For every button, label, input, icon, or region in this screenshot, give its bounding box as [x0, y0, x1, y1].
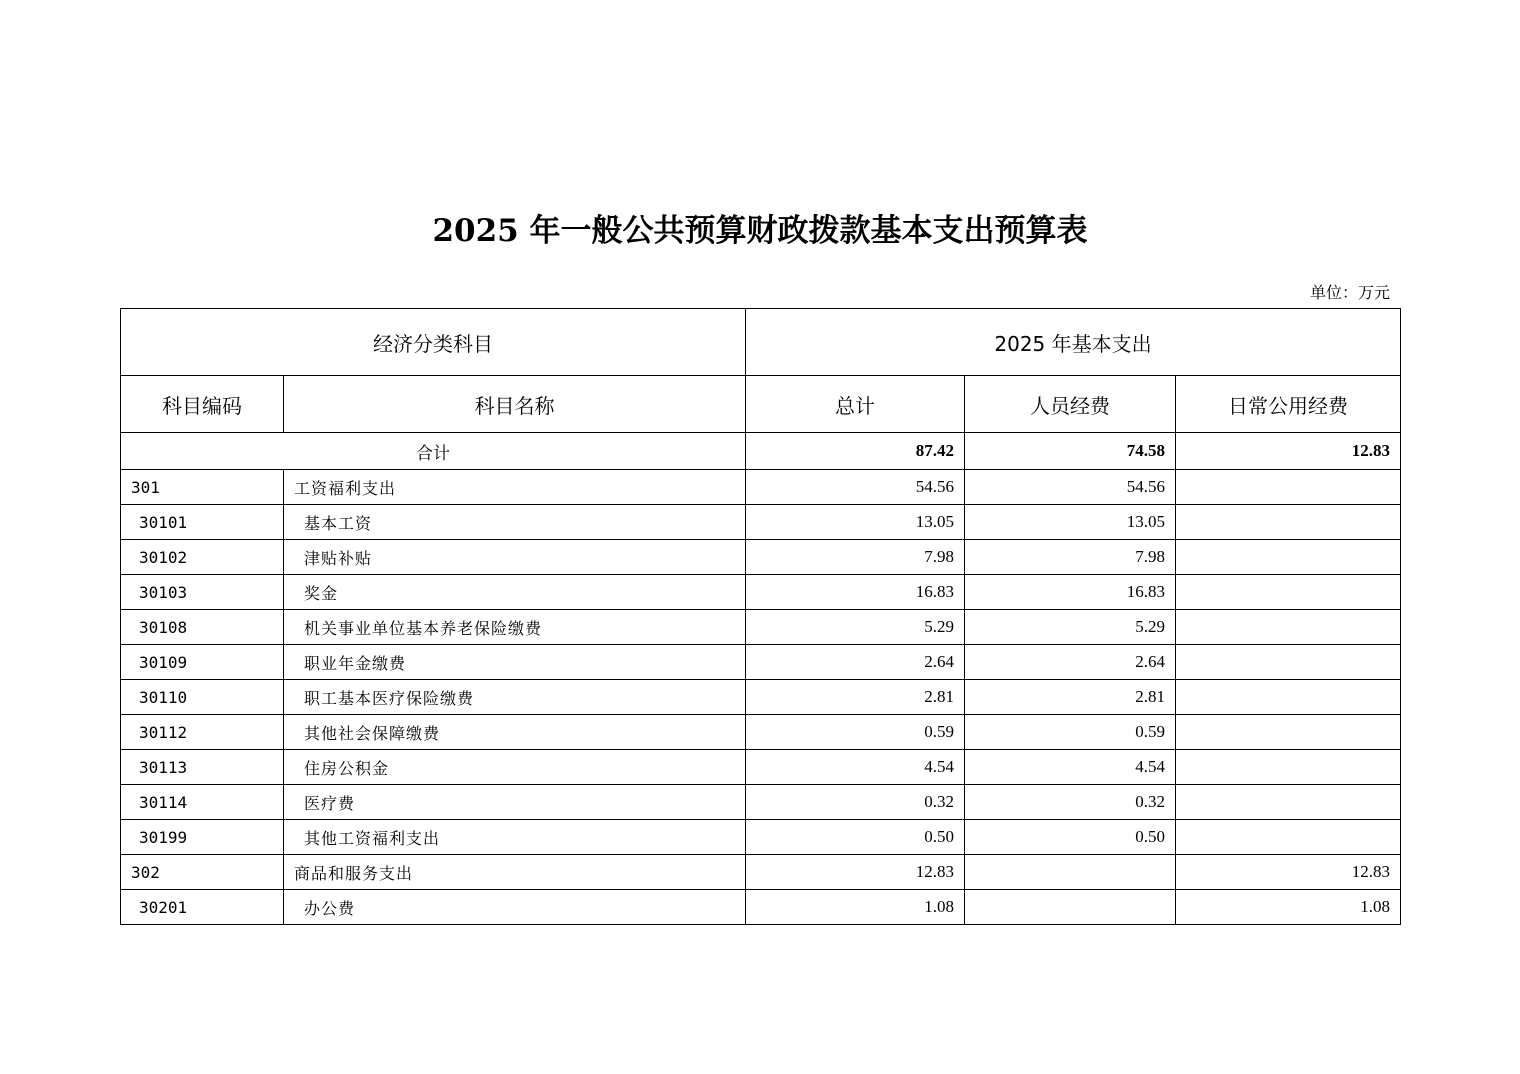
row-code: 30114 — [121, 785, 284, 820]
row-code: 30113 — [121, 750, 284, 785]
total-row — [121, 433, 1401, 470]
row-name: 职业年金缴费 — [284, 645, 746, 680]
row-personnel: 0.59 — [965, 715, 1176, 750]
row-public: 1.08 — [1176, 890, 1401, 925]
row-name: 商品和服务支出 — [284, 855, 746, 890]
row-total: 13.05 — [746, 505, 965, 540]
row-code: 30101 — [121, 505, 284, 540]
row-public — [1176, 715, 1401, 750]
row-personnel: 2.64 — [965, 645, 1176, 680]
row-personnel — [965, 855, 1176, 890]
row-total: 2.64 — [746, 645, 965, 680]
row-code: 302 — [121, 855, 284, 890]
row-total: 54.56 — [746, 470, 965, 505]
table-row — [121, 750, 1401, 785]
table-row — [121, 855, 1401, 890]
row-code: 30102 — [121, 540, 284, 575]
row-personnel: 7.98 — [965, 540, 1176, 575]
row-public — [1176, 505, 1401, 540]
total-total: 87.42 — [746, 433, 965, 470]
row-code: 30201 — [121, 890, 284, 925]
row-name: 机关事业单位基本养老保险缴费 — [284, 610, 746, 645]
row-public — [1176, 575, 1401, 610]
row-code: 30199 — [121, 820, 284, 855]
row-name: 其他社会保障缴费 — [284, 715, 746, 750]
table-row — [121, 715, 1401, 750]
header-basic-expenditure: 2025 年基本支出 — [746, 309, 1401, 376]
row-public — [1176, 750, 1401, 785]
row-personnel: 5.29 — [965, 610, 1176, 645]
row-name: 基本工资 — [284, 505, 746, 540]
row-total: 5.29 — [746, 610, 965, 645]
row-total: 2.81 — [746, 680, 965, 715]
row-personnel: 4.54 — [965, 750, 1176, 785]
header-code: 科目编码 — [121, 376, 284, 433]
row-public — [1176, 680, 1401, 715]
table-row — [121, 680, 1401, 715]
row-total: 7.98 — [746, 540, 965, 575]
header-total: 总计 — [746, 376, 965, 433]
budget-table — [120, 308, 1401, 925]
row-name: 住房公积金 — [284, 750, 746, 785]
row-total: 0.50 — [746, 820, 965, 855]
row-name: 津贴补贴 — [284, 540, 746, 575]
header-economic-category: 经济分类科目 — [121, 309, 746, 376]
row-public — [1176, 785, 1401, 820]
row-code: 301 — [121, 470, 284, 505]
header-public: 日常公用经费 — [1176, 376, 1401, 433]
row-public — [1176, 820, 1401, 855]
row-personnel: 13.05 — [965, 505, 1176, 540]
table-row — [121, 575, 1401, 610]
row-total: 12.83 — [746, 855, 965, 890]
row-code: 30109 — [121, 645, 284, 680]
row-code: 30110 — [121, 680, 284, 715]
total-label: 合计 — [121, 433, 746, 470]
row-name: 办公费 — [284, 890, 746, 925]
row-total: 0.59 — [746, 715, 965, 750]
table-row — [121, 470, 1401, 505]
header-personnel: 人员经费 — [965, 376, 1176, 433]
row-name: 职工基本医疗保险缴费 — [284, 680, 746, 715]
table-row — [121, 645, 1401, 680]
header-name: 科目名称 — [284, 376, 746, 433]
page-title: 2025 年一般公共预算财政拨款基本支出预算表 — [432, 213, 1088, 249]
row-public — [1176, 540, 1401, 575]
total-public: 12.83 — [1176, 433, 1401, 470]
row-personnel: 54.56 — [965, 470, 1176, 505]
table-row — [121, 890, 1401, 925]
row-code: 30108 — [121, 610, 284, 645]
table-row — [121, 785, 1401, 820]
row-name: 其他工资福利支出 — [284, 820, 746, 855]
header-row-columns — [121, 376, 1401, 433]
row-code: 30103 — [121, 575, 284, 610]
unit-label: 单位：万元 — [1309, 283, 1390, 302]
row-total: 1.08 — [746, 890, 965, 925]
row-personnel: 0.32 — [965, 785, 1176, 820]
table-row — [121, 540, 1401, 575]
row-code: 30112 — [121, 715, 284, 750]
row-name: 医疗费 — [284, 785, 746, 820]
row-public — [1176, 470, 1401, 505]
table-row — [121, 505, 1401, 540]
header-row-group — [121, 309, 1401, 376]
row-total: 4.54 — [746, 750, 965, 785]
table-row — [121, 820, 1401, 855]
row-personnel: 0.50 — [965, 820, 1176, 855]
row-total: 0.32 — [746, 785, 965, 820]
row-public — [1176, 645, 1401, 680]
row-total: 16.83 — [746, 575, 965, 610]
row-personnel: 16.83 — [965, 575, 1176, 610]
row-name: 工资福利支出 — [284, 470, 746, 505]
row-personnel: 2.81 — [965, 680, 1176, 715]
row-public — [1176, 610, 1401, 645]
row-public: 12.83 — [1176, 855, 1401, 890]
row-personnel — [965, 890, 1176, 925]
row-name: 奖金 — [284, 575, 746, 610]
total-personnel: 74.58 — [965, 433, 1176, 470]
table-row — [121, 610, 1401, 645]
